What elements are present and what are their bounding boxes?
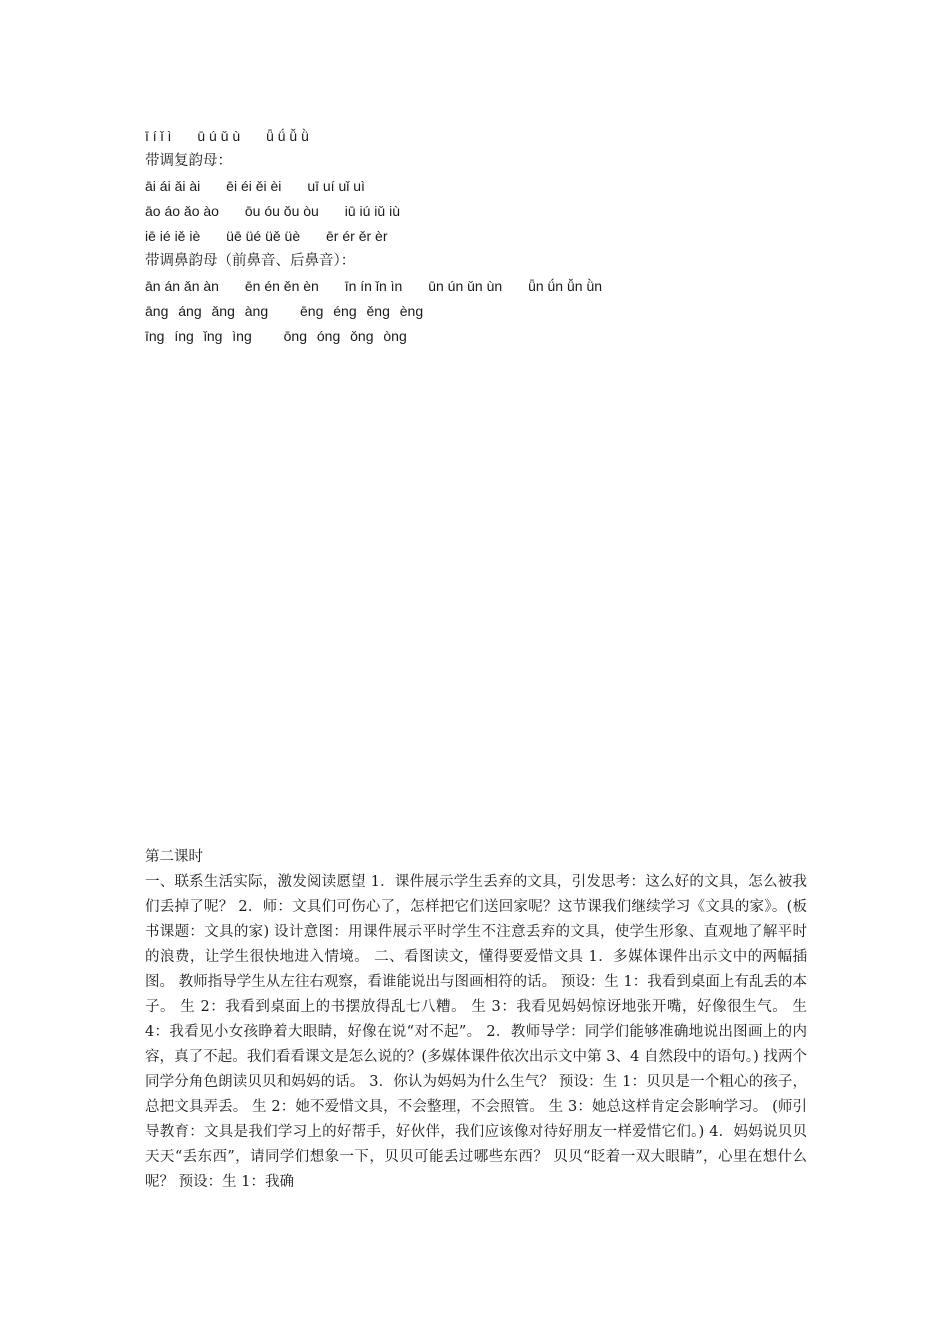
compound-finals-line xyxy=(145,199,805,224)
pinyin-group: āo áo ǎo ào xyxy=(145,203,219,219)
nasal-finals-heading: 带调鼻韵母（前鼻音、后鼻音）： xyxy=(145,253,356,269)
compound-finals-heading: 带调复韵母： xyxy=(145,153,232,169)
pinyin-group: ǖn ǘn ǚn ǜn xyxy=(528,278,603,294)
compound-finals-line xyxy=(145,174,805,199)
nasal-finals-line xyxy=(145,274,805,299)
single-finals-line xyxy=(145,124,805,149)
pinyin-group: ān án ǎn àn xyxy=(145,278,219,294)
pinyin-group: ǖ ǘ ǚ ǜ xyxy=(266,128,309,144)
pinyin-group: ēi éi ěi èi xyxy=(226,178,282,194)
pinyin-group: ōu óu ǒu òu xyxy=(244,203,319,219)
pinyin-group: ēng éng ěng èng xyxy=(300,303,424,319)
pinyin-group: ūn ún ǔn ùn xyxy=(428,278,503,294)
pinyin-group: āng áng ǎng àng xyxy=(145,303,269,319)
pinyin-group: ēr ér ěr èr xyxy=(326,228,388,244)
nasal-finals-line xyxy=(145,324,805,349)
pinyin-group: iū iú iǔ iù xyxy=(344,203,400,219)
pinyin-group: üē üé üě üè xyxy=(226,228,301,244)
lesson-body-paragraph: 一、联系生活实际，激发阅读愿望 1．课件展示学生丢弃的文具，引发思考：这么好的文具，怎么被我们丢掉了呢？ 2．师：文具们可伤心了，怎样把它们送回家呢？这节课我们继续学习《文具的家》。(板书课题：文具的家) 设计意图：用课件展示平时学生不注意丢弃的文具，使学生形象、直观地了解平时的浪费，让学生很快地进入情境。 二、看图读文，懂得要爱惜文具 1．多媒体课件出示文中的两幅插图。 教师指导学生从左往右观察，看谁能说出与图画相符的话。 预设：生 1：我看到桌面上有乱丢的本子。 生 2：我看到桌面上的书摆放得乱七八糟。 生 3：我看见妈妈惊讶地张开嘴，好像很生气。 生 4：我看见小女孩睁着大眼睛，好像在说“对不起”。 2．教师导学：同学们能够准确地说出图画上的内容，真了不起。我们看看课文是怎么说的？(多媒体课件依次出示文中第 3、4 自然段中的语句。) 找两个同学分角色朗读贝贝和妈妈的话。 3．你认为妈妈为什么生气？ 预设：生 1：贝贝是一个粗心的孩子，总把文具弄丢。 生 2：她不爱惜文具，不会整理，不会照管。 生 3：她总这样肯定会影响学习。 (师引导教育：文具是我们学习上的好帮手，好伙伴，我们应该像对待好朋友一样爱惜它们。) 4．妈妈说贝贝天天“丢东西”，请同学们想象一下，贝贝可能丢过哪些东西？ 贝贝“眨着一双大眼睛”，心里在想什么呢？ 预设：生 1：我确 xyxy=(145,874,807,1190)
pinyin-group: ōng óng ǒng òng xyxy=(283,328,407,344)
pinyin-group: īng íng ǐng ìng xyxy=(145,328,252,344)
pinyin-group: īn ín ǐn ìn xyxy=(344,278,403,294)
compound-finals-line xyxy=(145,224,805,249)
pinyin-tone-section xyxy=(145,124,805,349)
nasal-finals-line xyxy=(145,299,805,324)
pinyin-group: āi ái ǎi ài xyxy=(145,178,201,194)
lesson-title: 第二课时 xyxy=(145,849,203,865)
pinyin-group: ū ú ǔ ù xyxy=(197,128,241,144)
lesson-section xyxy=(145,845,807,1195)
pinyin-group: ēn én ěn èn xyxy=(244,278,319,294)
pinyin-group: iē ié iě iè xyxy=(145,228,201,244)
pinyin-group: uī uí uǐ uì xyxy=(307,178,365,194)
pinyin-group: ī í ǐ ì xyxy=(145,128,172,144)
